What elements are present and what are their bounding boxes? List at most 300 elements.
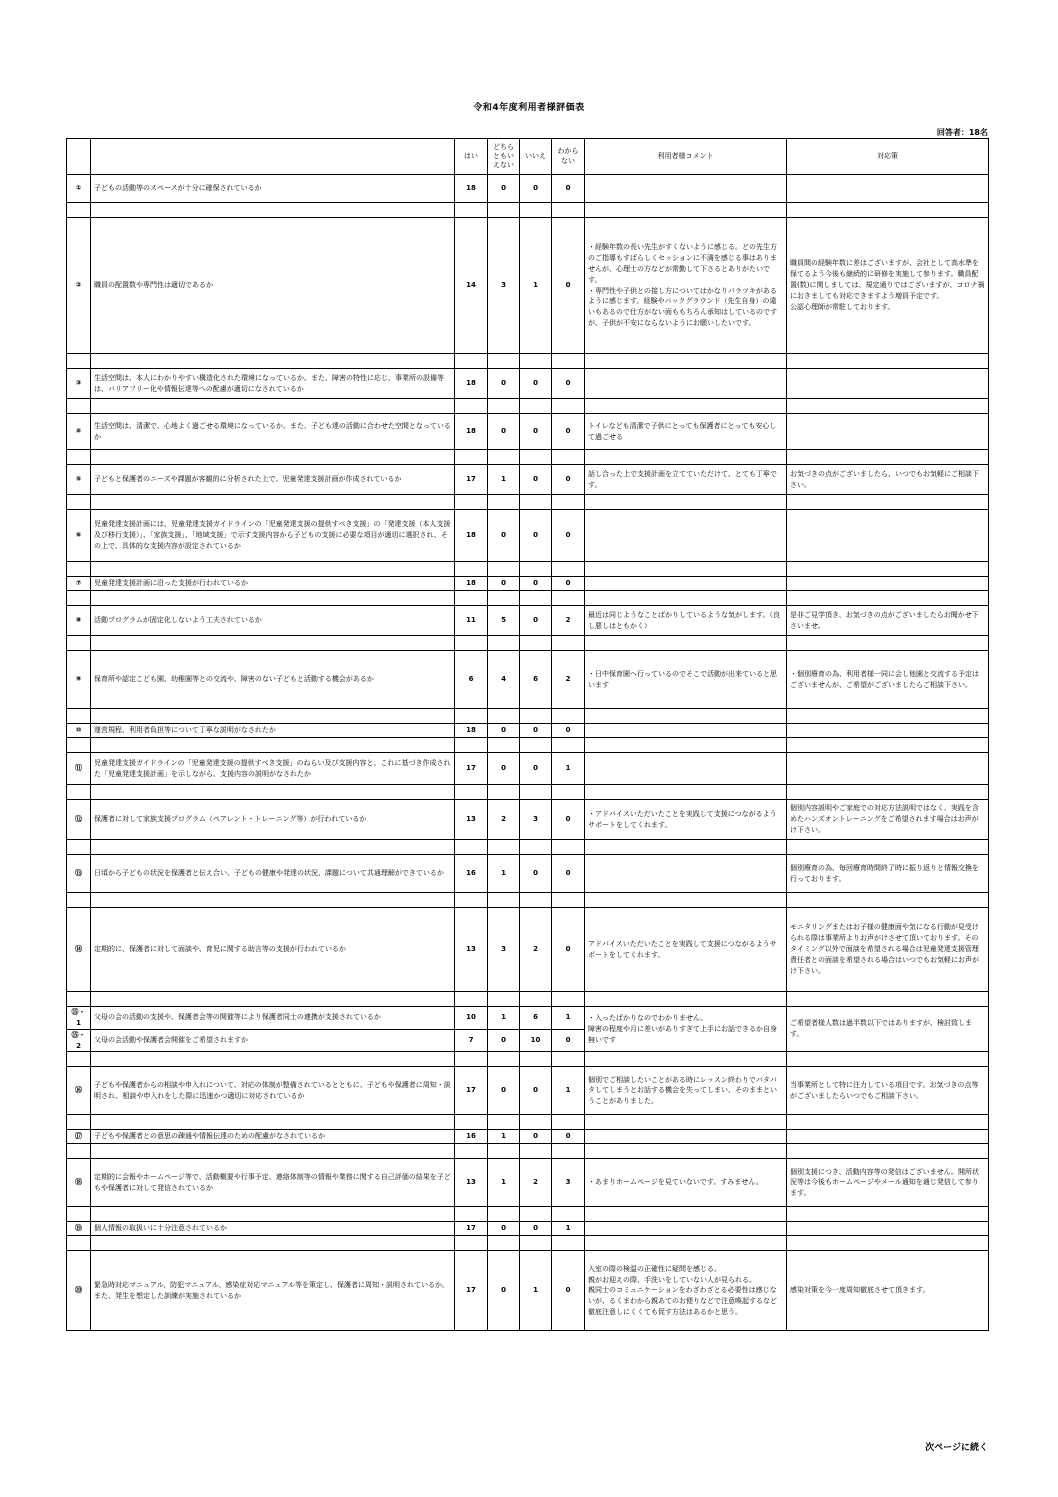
count-no: 0 [520,724,552,738]
spacer-cell [787,591,989,606]
spacer-cell [552,738,585,753]
spacer-cell [787,1052,989,1067]
item-number: ⑮・1 [67,1007,91,1030]
spacer-cell [552,785,585,800]
spacer-cell [585,354,787,369]
item-number: ① [67,175,91,203]
count-unknown: 2 [552,651,585,709]
spacer-cell [585,450,787,465]
spacer-cell [585,992,787,1007]
count-no: 0 [520,414,552,450]
header-no: いいえ [520,139,552,175]
spacer-cell [585,203,787,218]
question-text: 定期的に会報やホームページ等で、活動概要や行事予定、連絡体制等の情報や業務に関する自己評価の結果を子どもや保護者に対して発信されているか [91,1159,455,1207]
spacer-row [67,450,989,465]
count-neither: 0 [488,753,520,785]
item-number: ⑧ [67,606,91,636]
count-yes: 13 [455,800,488,840]
spacer-cell [67,354,91,369]
count-yes: 17 [455,1067,488,1115]
spacer-row [67,709,989,724]
spacer-cell [488,203,520,218]
user-comment: ・日中保育園へ行っているのでそこで活動が出来ていると思います [585,651,787,709]
table-row [67,465,989,495]
spacer-cell [585,1236,787,1251]
table-row [67,1222,989,1236]
spacer-cell [787,354,989,369]
count-yes: 10 [455,1007,488,1030]
count-unknown: 0 [552,1029,585,1052]
item-number: ⑩ [67,724,91,738]
spacer-cell [787,992,989,1007]
count-yes: 18 [455,577,488,591]
response-measure [787,510,989,562]
count-yes: 18 [455,510,488,562]
spacer-cell [520,1052,552,1067]
spacer-cell [520,1236,552,1251]
question-text: 個人情報の取扱いに十分注意されているか [91,1222,455,1236]
count-no: 6 [520,651,552,709]
spacer-cell [91,495,455,510]
spacer-cell [67,1236,91,1251]
spacer-cell [585,738,787,753]
item-number: ⑪ [67,753,91,785]
spacer-cell [455,709,488,724]
spacer-cell [91,1207,455,1222]
user-comment [585,1130,787,1144]
spacer-cell [91,562,455,577]
spacer-cell [520,495,552,510]
table-row [67,577,989,591]
question-text: 児童発達支援ガイドラインの「児童発達支援の提供すべき支援」のねらい及び支援内容と、これに基づき作成された「児童発達支援計画」を示しながら、支援内容の説明がなされたか [91,753,455,785]
count-no: 0 [520,753,552,785]
spacer-cell [455,562,488,577]
question-text: 父母の会活動や保護者会開催をご希望されますか [91,1029,455,1052]
count-neither: 0 [488,1029,520,1052]
user-comment [585,577,787,591]
count-yes: 18 [455,724,488,738]
item-number: ⑦ [67,577,91,591]
spacer-cell [787,450,989,465]
spacer-cell [488,1115,520,1130]
count-neither: 0 [488,175,520,203]
count-unknown: 2 [552,606,585,636]
count-yes: 16 [455,855,488,893]
question-text: 児童発達支援計画には、児童発達支援ガイドラインの「児童発達支援の提供すべき支援」の「発達支援（本人支援及び移行支援）」、「家族支援」、「地域支援」で示す支援内容から子どもの支援に必要な項目が適切に選択され、その上で、具体的な支援内容が設定されているか [91,510,455,562]
response-measure: 是非ご見学頂き、お気づきの点がございましたらお聞かせ下さいませ。 [787,606,989,636]
count-no: 0 [520,175,552,203]
table-row [67,1007,989,1030]
header-neither: どちらともいえない [488,139,520,175]
response-measure [787,1222,989,1236]
response-measure: ご希望者様人数は過半数以下ではありますが、検討致します。 [787,1007,989,1052]
count-yes: 17 [455,1251,488,1331]
spacer-cell [585,399,787,414]
item-number: ⑳ [67,1251,91,1331]
spacer-cell [585,1144,787,1159]
spacer-cell [488,636,520,651]
continued-note: 次ページに続く [925,1443,988,1453]
item-number: ⑯ [67,1067,91,1115]
count-yes: 6 [455,651,488,709]
spacer-cell [520,840,552,855]
item-number: ⑥ [67,510,91,562]
question-text: 生活空間は、本人にわかりやすい構造化された環境になっているか。また、障害の特性に応じ、事業所の設備等は、バリアフリー化や情報伝達等への配慮が適切になされているか [91,369,455,399]
header-question [91,139,455,175]
spacer-row [67,636,989,651]
spacer-cell [67,450,91,465]
spacer-cell [585,840,787,855]
count-unknown: 0 [552,724,585,738]
spacer-cell [787,203,989,218]
spacer-cell [455,785,488,800]
spacer-cell [552,562,585,577]
question-text: 父母の会の活動の支援や、保護者会等の開催等により保護者同士の連携が支援されているか [91,1007,455,1030]
spacer-row [67,1236,989,1251]
spacer-cell [488,354,520,369]
table-row [67,908,989,992]
question-text: 活動プログラムが固定化しないよう工夫されているか [91,606,455,636]
spacer-cell [91,203,455,218]
spacer-row [67,1115,989,1130]
table-body [67,175,989,1331]
header-comment: 利用者様コメント [585,139,787,175]
spacer-cell [585,709,787,724]
spacer-cell [520,709,552,724]
table-row [67,175,989,203]
count-no: 0 [520,606,552,636]
spacer-cell [585,495,787,510]
question-text: 運営規程、利用者負担等について丁寧な説明がなされたか [91,724,455,738]
item-number: ⑲ [67,1222,91,1236]
header-yes: はい [455,139,488,175]
count-unknown: 0 [552,218,585,354]
spacer-cell [552,1052,585,1067]
spacer-cell [67,992,91,1007]
spacer-cell [787,709,989,724]
item-number: ⑤ [67,465,91,495]
table-row [67,724,989,738]
response-measure: モニタリングまたはお子様の健康面や気になる行動が見受けられる際は事業所よりお声がけさせて頂いております。そのタイミング以外で面談を希望される場合は児童発達支援管理責任者との面談を希望される場合はいつでもお気軽にお声がけ下さい。 [787,908,989,992]
spacer-cell [67,1052,91,1067]
respondent-count: 回答者：18名 [936,128,988,137]
spacer-cell [552,1115,585,1130]
item-number: ② [67,218,91,354]
user-comment: ・経験年数の長い先生がすくないように感じる。どの先生方のご指導もすばらしくセッションに不満を感じる事はありませんが、心理士の方などが常勤して下さるとありがたいです。 ・専門性や子供との接し方についてはかなりバラツキがあるように感じます。経験やバックグラウンド（先生自身）の違いもあるので仕方がない面ももちろん承知はしているのですが、子供が不安にならないようにお願いしたいです。 [585,218,787,354]
spacer-cell [585,636,787,651]
user-comment [585,369,787,399]
spacer-cell [67,738,91,753]
spacer-cell [67,1207,91,1222]
spacer-cell [91,992,455,1007]
spacer-cell [520,399,552,414]
table-row [67,1251,989,1331]
spacer-cell [787,840,989,855]
spacer-cell [520,591,552,606]
spacer-cell [91,399,455,414]
count-no: 6 [520,1007,552,1030]
spacer-cell [455,354,488,369]
question-text: 職員の配置数や専門性は適切であるか [91,218,455,354]
spacer-cell [520,450,552,465]
spacer-row [67,1207,989,1222]
count-neither: 0 [488,414,520,450]
spacer-cell [787,738,989,753]
table-row [67,855,989,893]
spacer-cell [488,893,520,908]
spacer-cell [91,785,455,800]
count-unknown: 0 [552,577,585,591]
response-measure: 個別療育の為、毎回療育時間終了時に振り返りと情報交換を行っております。 [787,855,989,893]
item-number: ⑱ [67,1159,91,1207]
spacer-cell [552,591,585,606]
count-no: 0 [520,510,552,562]
spacer-cell [787,893,989,908]
count-yes: 11 [455,606,488,636]
spacer-cell [67,1144,91,1159]
count-neither: 0 [488,724,520,738]
spacer-cell [488,738,520,753]
spacer-cell [455,591,488,606]
spacer-cell [488,709,520,724]
count-yes: 17 [455,1222,488,1236]
spacer-cell [585,785,787,800]
spacer-cell [67,709,91,724]
spacer-row [67,495,989,510]
table-row [67,1130,989,1144]
count-neither: 3 [488,908,520,992]
item-number: ⑨ [67,651,91,709]
count-unknown: 0 [552,369,585,399]
page-title: 令和4年度利用者様評価表 [473,103,585,113]
question-text: 保育所や認定こども園、幼稚園等との交流や、障害のない子どもと活動する機会があるか [91,651,455,709]
count-yes: 18 [455,369,488,399]
question-text: 児童発達支援計画に沿った支援が行われているか [91,577,455,591]
spacer-cell [552,1236,585,1251]
spacer-cell [488,562,520,577]
spacer-cell [67,399,91,414]
item-number: ⑭ [67,908,91,992]
count-no: 10 [520,1029,552,1052]
count-unknown: 1 [552,753,585,785]
spacer-cell [552,203,585,218]
user-comment [585,753,787,785]
table-row [67,218,989,354]
count-unknown: 1 [552,1007,585,1030]
spacer-cell [552,399,585,414]
user-comment [585,510,787,562]
spacer-cell [552,636,585,651]
count-neither: 4 [488,651,520,709]
question-text: 保護者に対して家族支援プログラム（ペアレント・トレーニング等）が行われているか [91,800,455,840]
user-comment: アドバイスいただいたことを実践して支援につながるようサポートをしてくれます。 [585,908,787,992]
count-neither: 1 [488,855,520,893]
spacer-cell [520,893,552,908]
spacer-cell [67,785,91,800]
count-no: 0 [520,855,552,893]
response-measure: 個別内容説明やご家庭での対応方法説明ではなく、実践を含めたハンズオントレーニングをご希望されます場合はお声がけ下さい。 [787,800,989,840]
question-text: 子どもと保護者のニーズや課題が客観的に分析された上で、児童発達支援計画が作成されているか [91,465,455,495]
spacer-cell [91,636,455,651]
count-yes: 14 [455,218,488,354]
spacer-cell [67,591,91,606]
count-unknown: 1 [552,1067,585,1115]
spacer-cell [455,893,488,908]
spacer-cell [787,636,989,651]
spacer-cell [520,992,552,1007]
question-text: 日頃から子どもの状況を保護者と伝え合い、子どもの健康や発達の状況、課題について共通理解ができているか [91,855,455,893]
spacer-cell [787,1144,989,1159]
spacer-cell [552,1144,585,1159]
spacer-cell [91,738,455,753]
spacer-row [67,840,989,855]
question-text: 定期的に、保護者に対して面談や、育児に関する助言等の支援が行われているか [91,908,455,992]
spacer-cell [91,450,455,465]
spacer-cell [91,1052,455,1067]
count-neither: 1 [488,1159,520,1207]
response-measure [787,369,989,399]
count-no: 2 [520,1159,552,1207]
spacer-row [67,203,989,218]
count-no: 0 [520,369,552,399]
user-comment [585,724,787,738]
spacer-cell [520,1115,552,1130]
spacer-cell [91,354,455,369]
spacer-cell [455,1052,488,1067]
count-yes: 13 [455,1159,488,1207]
count-yes: 13 [455,908,488,992]
spacer-cell [520,1144,552,1159]
question-text: 子どもの活動等のスペースが十分に確保されているか [91,175,455,203]
count-neither: 3 [488,218,520,354]
spacer-cell [455,450,488,465]
user-comment: トイレなども清潔で子供にとっても保護者にとっても安心して過ごせる [585,414,787,450]
spacer-cell [455,992,488,1007]
spacer-cell [520,738,552,753]
count-yes: 17 [455,753,488,785]
table-row [67,651,989,709]
user-comment: 話し合った上で支援計画を立てていただけて、とても丁寧です。 [585,465,787,495]
spacer-row [67,399,989,414]
response-measure [787,175,989,203]
count-no: 0 [520,1130,552,1144]
question-text: 子どもや保護者との意思の疎通や情報伝達のための配慮がなされているか [91,1130,455,1144]
count-neither: 0 [488,369,520,399]
count-neither: 0 [488,1222,520,1236]
response-measure [787,1130,989,1144]
header-number [67,139,91,175]
count-unknown: 0 [552,1130,585,1144]
question-text: 子どもや保護者からの相談や申入れについて、対応の体制が整備されているとともに、子どもや保護者に周知・説明され、相談や申入れをした際に迅速かつ適切に対応されているか [91,1067,455,1115]
table-row [67,414,989,450]
spacer-cell [488,1207,520,1222]
count-yes: 18 [455,414,488,450]
spacer-cell [520,203,552,218]
count-yes: 17 [455,465,488,495]
spacer-cell [520,636,552,651]
count-neither: 1 [488,1007,520,1030]
spacer-cell [520,785,552,800]
spacer-cell [585,562,787,577]
count-unknown: 0 [552,800,585,840]
count-yes: 16 [455,1130,488,1144]
spacer-cell [488,495,520,510]
item-number: ④ [67,414,91,450]
spacer-row [67,1144,989,1159]
spacer-cell [67,203,91,218]
spacer-cell [520,562,552,577]
spacer-cell [488,399,520,414]
spacer-cell [520,354,552,369]
spacer-cell [488,785,520,800]
header-row [67,139,989,175]
spacer-cell [455,840,488,855]
spacer-cell [455,1144,488,1159]
spacer-cell [787,562,989,577]
count-unknown: 0 [552,465,585,495]
spacer-cell [455,1236,488,1251]
count-yes: 7 [455,1029,488,1052]
evaluation-table [66,138,989,1331]
count-neither: 2 [488,800,520,840]
user-comment: ・入ったばかりなのでわかりません。 障害の程度や月に差いがありすぎて上手にお話できるか自身無いです [585,1007,787,1052]
response-measure: お気づきの点がございましたら、いつでもお気軽にご相談下さい。 [787,465,989,495]
count-unknown: 0 [552,414,585,450]
count-no: 0 [520,577,552,591]
count-neither: 1 [488,1130,520,1144]
spacer-cell [488,992,520,1007]
spacer-cell [552,495,585,510]
response-measure [787,724,989,738]
spacer-cell [552,840,585,855]
spacer-cell [488,840,520,855]
user-comment: 個別でご相談したいことがある時にレッスン終わりでバタバタしてしまうとお話する機会を失ってしまい、そのままということがありました。 [585,1067,787,1115]
spacer-cell [585,591,787,606]
count-no: 1 [520,1251,552,1331]
spacer-cell [488,1236,520,1251]
spacer-cell [455,203,488,218]
count-no: 0 [520,465,552,495]
spacer-cell [455,636,488,651]
item-number: ③ [67,369,91,399]
spacer-cell [91,840,455,855]
spacer-cell [585,893,787,908]
item-number: ⑮・2 [67,1029,91,1052]
spacer-cell [552,354,585,369]
spacer-cell [91,1236,455,1251]
spacer-cell [787,399,989,414]
count-unknown: 0 [552,510,585,562]
spacer-cell [552,893,585,908]
spacer-cell [488,1052,520,1067]
table-row [67,753,989,785]
spacer-cell [455,399,488,414]
spacer-cell [67,1115,91,1130]
count-no: 2 [520,908,552,992]
item-number: ⑰ [67,1130,91,1144]
spacer-cell [91,591,455,606]
spacer-cell [91,1144,455,1159]
count-neither: 0 [488,510,520,562]
spacer-cell [787,785,989,800]
spacer-cell [520,1207,552,1222]
response-measure: 個別支援につき、活動内容等の発信はございません。開所状況等は今後もホームページやメール通知を通じ発信して参ります。 [787,1159,989,1207]
header-unknown: わからない [552,139,585,175]
user-comment: 入室の際の検温の正確性に疑問を感じる。 親がお迎えの際、手洗いをしていない人が見られる。 親同士のコミュニケーションをわざわざとる必要性は感じないが、るくまわから親あてのお便りなどで注意喚起するなど徹底注意しにくくても促す方法はあるかと思う。 [585,1251,787,1331]
spacer-cell [455,1115,488,1130]
spacer-cell [67,562,91,577]
user-comment [585,1222,787,1236]
